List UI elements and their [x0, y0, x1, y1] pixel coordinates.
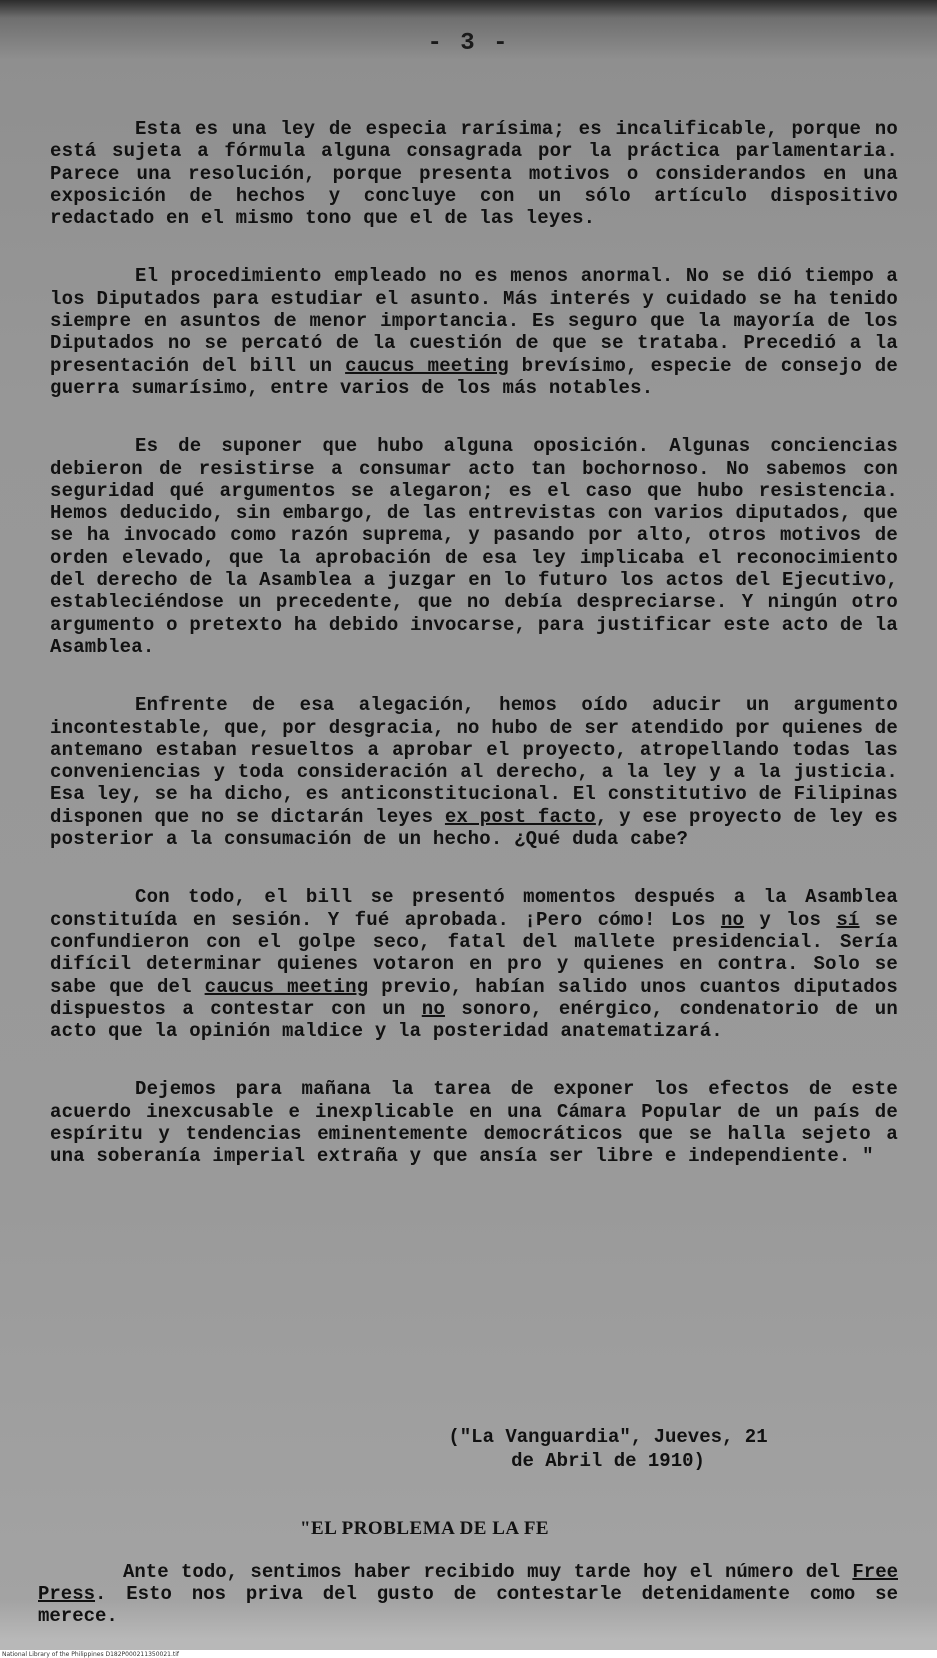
underlined-text: ex post facto [444, 805, 596, 828]
underlined-text: no [421, 997, 445, 1020]
article-body [50, 118, 898, 1204]
text-run: Dejemos para mañana la tarea de exponer los efectos de este acuerdo inexcusable e inexplicable en una Cámara Popular de un país de espíritu y tendencias eminentemente democráticos que se halla sejeto a una soberanía imperial extraña y que ansía ser libre e independiente. " [50, 1078, 898, 1168]
underlined-text: Free Press [38, 1561, 898, 1605]
underlined-text: caucus meeting [345, 354, 509, 377]
underlined-text: no [720, 908, 745, 931]
text-run: Enfrente de esa alegación, hemos oído aducir un argumento incontestable, que, por desgracia, no hubo de ser atendido por quienes de antemano estaban resueltos a aprobar el proyecto, atropellando todas las conveniencias y toda consideración al derecho, a la ley y a la justicia. Esa ley, se ha dicho, es anticonstitucional. El constitutivo de Filipinas disponen que no se dictarán leyes [50, 694, 898, 828]
text-run: y los [744, 908, 837, 931]
scan-footer: National Library of the Philippines D182P000211350021.tif [2, 1651, 180, 1658]
citation-line: ("La Vanguardia", Jueves, 21 [448, 1426, 768, 1448]
paragraph [50, 1078, 898, 1167]
text-run: Con todo, el bill se presentó momentos después a la Asamblea constituída en sesión. Y fué aprobada. ¡Pero cómo! Los [50, 886, 898, 931]
paragraph [50, 886, 898, 1042]
text-run: Esta es una ley de especia rarísima; es incalificable, porque no está sujeta a fórmula alguna consagrada por la práctica parlamentaria. Parece una resolución, porque presenta motivos o considerandos en una exposición de hechos y concluye con un sólo artículo dispositivo redactado en el mismo tono que el de las leyes. [50, 118, 898, 230]
text-run: Ante todo, sentimos haber recibido muy tarde hoy el número del [123, 1561, 853, 1583]
paragraph [50, 435, 898, 658]
underlined-text: sí [836, 908, 860, 931]
section-title: "EL PROBLEMA DE LA FE [300, 1518, 550, 1539]
text-run: brevísimo, especie de consejo de guerra sumarísimo, entre varios de los más notables. [50, 354, 898, 399]
underlined-text: caucus meeting [204, 975, 369, 998]
paragraph [50, 265, 898, 399]
text-run: Es de suponer que hubo alguna oposición. Algunas conciencias debieron de resistirse a consumar acto tan bochornoso. No sabemos con seguridad qué argumentos se alegaron; es el caso que hubo resistencia. Hemos deducido, sin embargo, de las entrevistas con varios diputados, que se ha invocado como razón suprema, y pasando por alto, otros motivos de orden elevado, que la aprobación de esa ley implicaba el reconocimiento del derecho de la Asamblea a juzgar en lo futuro los actos del Ejecutivo, estableciéndose un precedente, que no debía despreciarse. Y ningún otro argumento o pretexto ha debido invocarse, para justificar este acto de la Asamblea. [50, 435, 898, 658]
text-run: . Esto nos priva del gusto de contestarle detenidamente como se merece. [38, 1583, 898, 1627]
text-run: se confundieron con el golpe seco, fatal del mallete presidencial. Sería difícil determinar quienes votaron en pro y quienes en contra. Solo se sabe que del [50, 908, 899, 998]
citation-line: de Abril de 1910) [511, 1450, 705, 1472]
text-run: El procedimiento empleado no es menos anormal. No se dió tiempo a los Diputados para estudiar el asunto. Más interés y cuidado se ha tenido siempre en asuntos de menor importancia. Es seguro que la mayoría de los Diputados no se percató de la cuestión de que se trataba. Precedió a la presentación del bill un [50, 265, 898, 377]
source-citation [408, 1425, 808, 1473]
text-run: , y ese proyecto de ley es posterior a la consumación de un hecho. ¿Qué duda cabe? [50, 805, 899, 851]
paragraph [50, 118, 898, 229]
text-run: sonoro, enérgico, condenatorio de un acto que la opinión maldice y la posteridad anatematizará. [50, 997, 898, 1043]
paragraph [50, 694, 898, 850]
text-run: previo, habían salido unos cuantos diputados dispuestos a contestar con un [50, 975, 898, 1020]
paragraph-last [38, 1561, 898, 1627]
page-number: - 3 - [427, 30, 510, 57]
